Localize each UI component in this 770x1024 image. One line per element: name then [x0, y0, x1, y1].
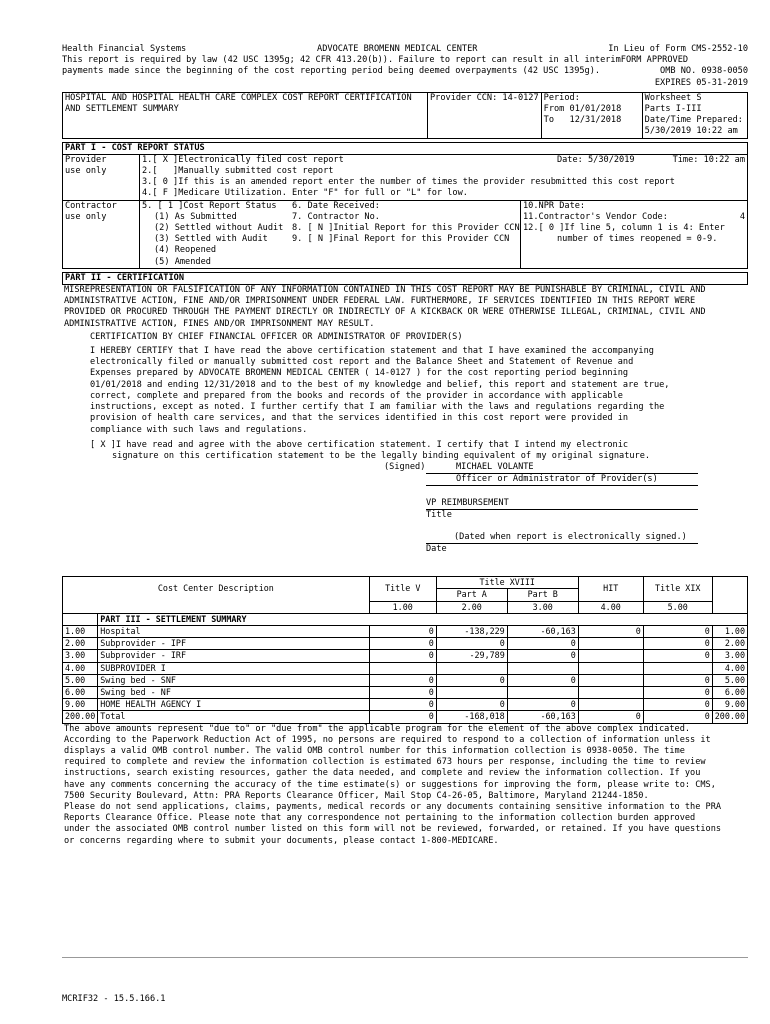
- status-utilization: 4.[ F ]Medicare Utilization. Enter "F" for full or "L" for low.: [142, 188, 468, 199]
- notice-line-1: The above amounts represent "due to" or "due from" the applicable program for the element of the above complex indicated.: [64, 723, 691, 734]
- row-value: 0: [643, 699, 712, 711]
- vendor-code: 11.Contractor's Vendor Code:: [523, 211, 668, 222]
- final-report: 9. [ N ]Final Report for this Provider CCN: [292, 234, 510, 245]
- row-value: 0: [643, 625, 712, 637]
- status-manual: 2.[ ]Manually submitted cost report: [142, 166, 334, 177]
- status-option-3: (3) Settled with Audit: [154, 234, 268, 245]
- notice-line-11: or concerns regarding where to submit your documents, please contact 1-800-MEDICARE.: [64, 835, 499, 846]
- status-amended: 3.[ 0 ]If this is an amended report enter the number of times the provider resubmitted this cost report: [142, 177, 675, 188]
- cert-line-8: compliance with such laws and regulations.: [90, 424, 308, 435]
- colnum-4: 4.00: [578, 601, 643, 613]
- contractor-label-1: Contractor: [65, 200, 117, 211]
- cert-line-6: instructions, except as noted. I further certify that I am familiar with the laws and regulations regarding the: [90, 402, 665, 413]
- row-number: 5.00: [63, 674, 98, 686]
- expiration: EXPIRES 05-31-2019: [654, 77, 748, 88]
- cost-report-page: [62, 44, 748, 847]
- row-value: 0: [436, 674, 507, 686]
- row-description: Hospital: [98, 625, 369, 637]
- legal-notice-2: payments made since the beginning of the cost reporting period being deemed overpayments (42 USC 1395g).: [62, 66, 601, 77]
- row-value: [507, 686, 578, 698]
- row-value: [578, 686, 643, 698]
- cert-line-2: electronically filed or manually submitted cost report and the Balance Sheet and Statement of Revenue and: [90, 357, 634, 368]
- table-row: [63, 638, 748, 650]
- row-value: [578, 699, 643, 711]
- row-description: Subprovider - IRF: [98, 650, 369, 662]
- legal-notice-1: This report is required by law (42 USC 1395g; 42 CFR 413.20(b)). Failure to report can result in all interim: [62, 55, 621, 66]
- signed-label: (Signed): [384, 462, 426, 473]
- cert-line-4: 01/01/2018 and ending 12/31/2018 and to the best of my knowledge and belief, this report and statement are true,: [90, 379, 670, 390]
- row-value: 0: [436, 638, 507, 650]
- form-number: In Lieu of Form CMS-2552-10: [608, 44, 748, 54]
- row-value: [369, 662, 436, 674]
- cert-line-7: provision of health care services, and that the services identified in this cost report were provided in: [90, 413, 629, 424]
- report-title-2: AND SETTLEMENT SUMMARY: [65, 104, 179, 115]
- status-option-2: (2) Settled without Audit: [154, 223, 284, 234]
- row-value: 0: [643, 711, 712, 723]
- row-value: 0: [643, 650, 712, 662]
- row-end-number: 4.00: [712, 662, 747, 674]
- row-value: 0: [578, 711, 643, 723]
- notice-line-2: According to the Paperwork Reduction Act of 1995, no persons are required to respond to a collection of information unless it: [64, 734, 711, 745]
- row-value: 0: [369, 625, 436, 637]
- date-label: Date: [426, 544, 447, 555]
- row-description: SUBPROVIDER I: [98, 662, 369, 674]
- notice-line-7: 7500 Security Boulevard, Attn: PRA Reports Clearance Officer, Mail Stop C4-26-05, Baltimore, Maryland 21244-1850.: [64, 790, 649, 801]
- part2-title: PART II - CERTIFICATION: [62, 272, 748, 284]
- row-value: 0: [369, 699, 436, 711]
- row-value: 0: [369, 638, 436, 650]
- system-name: Health Financial Systems: [62, 44, 187, 54]
- title-value: VP REIMBURSEMENT: [426, 498, 509, 509]
- row-number: 2.00: [63, 638, 98, 650]
- row-number: 4.00: [63, 662, 98, 674]
- dated-note: (Dated when report is electronically signed.): [454, 532, 687, 543]
- reopened-entry-2: number of times reopened = 0-9.: [557, 234, 718, 245]
- header-line-4: [62, 78, 748, 89]
- agree-checkbox-line: [ X ]I have read and agree with the above certification statement. I certify that I intend my electronic: [90, 439, 629, 450]
- colnum-blank: [63, 601, 370, 613]
- row-value: 0: [643, 674, 712, 686]
- provider-status-cell: [140, 154, 748, 200]
- warning-line-3: PROVIDED OR PROCURED THROUGH THE PAYMENT DIRECTLY OR INDIRECTLY OF A KICKBACK OR WERE OTHERWISE ILLEGAL, CRIMINAL, CIVIL AND: [64, 307, 706, 318]
- notice-line-8: Please do not send applications, claims, payments, medical records or any documents containing sensitive information to the PRA: [64, 801, 722, 812]
- title-line: [426, 509, 698, 510]
- officer-line: [426, 485, 698, 486]
- colnum-5: 5.00: [643, 601, 712, 613]
- col-end-blank: [712, 577, 747, 614]
- form-approved: FORM APPROVED: [620, 55, 689, 66]
- table-row: [63, 674, 748, 686]
- certification-heading: CERTIFICATION BY CHIEF FINANCIAL OFFICER OR ADMINISTRATOR OF PROVIDER(S): [90, 331, 463, 342]
- report-title-cell: [63, 92, 428, 138]
- row-number: 200.00: [63, 711, 98, 723]
- row-value: -60,163: [507, 711, 578, 723]
- row-value: 0: [507, 699, 578, 711]
- colnum-3: 3.00: [507, 601, 578, 613]
- col-desc-header: Cost Center Description: [63, 577, 370, 601]
- header-line-3: [62, 66, 748, 77]
- status-option-5: (5) Amended: [154, 256, 211, 267]
- row-end-number: 9.00: [712, 699, 747, 711]
- row-end-number: 1.00: [712, 625, 747, 637]
- row-value: [507, 662, 578, 674]
- contractor-no: 7. Contractor No.: [292, 211, 380, 222]
- row-value: 0: [578, 625, 643, 637]
- date-received: 6. Date Received:: [292, 200, 380, 211]
- initial-report: 8. [ N ]Initial Report for this Provider CCN: [292, 223, 520, 234]
- row-value: 0: [643, 686, 712, 698]
- row-value: [578, 662, 643, 674]
- period-cell: [541, 92, 642, 138]
- row-value: 0: [436, 699, 507, 711]
- notice-line-3: displays a valid OMB control number. The valid OMB control number for this information collection is 0938-0050. The time: [64, 745, 685, 756]
- row-end-number: 2.00: [712, 638, 747, 650]
- vendor-code-value: 4: [739, 211, 745, 222]
- status-electronic: 1.[ X ]Electronically filed cost report: [142, 154, 344, 165]
- signer-name: MICHAEL VOLANTE: [456, 462, 534, 473]
- contractor-use-label: [63, 200, 140, 268]
- row-value: [436, 662, 507, 674]
- row-description: Total: [98, 711, 369, 723]
- agree-line-2: signature on this certification statement to be the legally binding equivalent of my original signature.: [112, 450, 651, 461]
- col-hit: HIT: [578, 577, 643, 601]
- col-title-xix: Title XIX: [643, 577, 712, 601]
- row-end-number: 3.00: [712, 650, 747, 662]
- col-title-v: Title V: [369, 577, 436, 601]
- footer-divider: [62, 957, 748, 958]
- colnum-1: 1.00: [369, 601, 436, 613]
- row-description: HOME HEALTH AGENCY I: [98, 699, 369, 711]
- cost-report-status: 5. [ 1 ]Cost Report Status: [142, 200, 277, 211]
- footer-version: MCRIF32 - 15.5.166.1: [62, 994, 166, 1004]
- paperwork-notice: [62, 724, 748, 847]
- warning-line-1: MISREPRESENTATION OR FALSIFICATION OF ANY INFORMATION CONTAINED IN THIS COST REPORT MAY BE PUNISHABLE BY CRIMINAL, CIVIL AND: [64, 285, 706, 296]
- provider-label-2: use only: [65, 166, 107, 177]
- table-row: [63, 686, 748, 698]
- row-value: 0: [369, 711, 436, 723]
- status-option-4: (4) Reopened: [154, 245, 217, 256]
- status-time: Time: 10:22 am: [672, 154, 745, 165]
- row-number: 9.00: [63, 699, 98, 711]
- report-title-1: HOSPITAL AND HOSPITAL HEALTH CARE COMPLEX COST REPORT CERTIFICATION: [65, 92, 412, 103]
- cert-line-1: I HEREBY CERTIFY that I have read the above certification statement and that I have examined the accompanying: [90, 346, 654, 357]
- npr-date: 10.NPR Date:: [523, 200, 586, 211]
- report-info-table: [62, 92, 748, 139]
- settlement-table: [62, 576, 748, 723]
- row-value: [436, 686, 507, 698]
- row-end-number: 5.00: [712, 674, 747, 686]
- table-row: [63, 625, 748, 637]
- provider-label-1: Provider: [65, 154, 107, 165]
- table-row: [63, 662, 748, 674]
- warning-line-4: ADMINISTRATIVE ACTION, FINES AND/OR IMPRISONMENT MAY RESULT.: [64, 318, 375, 329]
- row-value: [643, 662, 712, 674]
- period-to: To 12/31/2018: [543, 115, 622, 126]
- row-end-number: 6.00: [712, 686, 747, 698]
- certification-paragraph: [62, 346, 748, 436]
- table-row: [63, 711, 748, 723]
- row-description: Swing bed - SNF: [98, 674, 369, 686]
- row-end-number: 200.00: [712, 711, 747, 723]
- notice-line-9: Reports Clearance Office. Please note that any correspondence not pertaining to the information collection burden approved: [64, 813, 696, 824]
- row-value: 0: [369, 674, 436, 686]
- row-number: 6.00: [63, 686, 98, 698]
- period-label: Period:: [543, 92, 580, 103]
- table-row: [63, 650, 748, 662]
- row-value: 0: [507, 674, 578, 686]
- part3-blank: [63, 613, 98, 625]
- omb-number: OMB NO. 0938-0050: [660, 66, 748, 77]
- row-value: -29,789: [436, 650, 507, 662]
- officer-label: Officer or Administrator of Provider(s): [456, 474, 658, 485]
- row-description: Swing bed - NF: [98, 686, 369, 698]
- worksheet-parts: Parts I-III: [644, 104, 702, 115]
- row-value: 0: [369, 686, 436, 698]
- provider-ccn: Provider CCN: 14-0127: [428, 92, 542, 138]
- worksheet-cell: [642, 92, 747, 138]
- row-number: 1.00: [63, 625, 98, 637]
- provider-use-label: [63, 154, 140, 200]
- col-title-xviii: Title XVIII: [436, 577, 578, 589]
- header-line-2: [62, 55, 748, 66]
- status-date: Date: 5/30/2019: [556, 154, 635, 165]
- title-label: Title: [426, 510, 452, 521]
- row-value: 0: [507, 650, 578, 662]
- notice-line-5: instructions, search existing resources, gather the data needed, and complete and review the information collection. If you: [64, 768, 701, 779]
- row-value: [578, 638, 643, 650]
- reopened-entry: 12.[ 0 ]If line 5, column 1 is 4: Enter: [523, 223, 725, 234]
- contractor-status-cell: [140, 200, 521, 268]
- contractor-label-2: use only: [65, 211, 107, 222]
- row-value: -60,163: [507, 625, 578, 637]
- notice-line-6: have any comments concerning the accuracy of the time estimate(s) or suggestions for improving the form, please write to: CMS,: [64, 779, 716, 790]
- row-value: [578, 650, 643, 662]
- table-row: [63, 699, 748, 711]
- status-option-1: (1) As Submitted: [154, 211, 237, 222]
- col-part-a: Part A: [436, 589, 507, 601]
- row-value: [578, 674, 643, 686]
- cert-line-3: Expenses prepared by ADVOCATE BROMENN MEDICAL CENTER ( 14-0127 ) for the cost reporting period beginning: [90, 368, 629, 379]
- warning-text: [62, 284, 748, 330]
- header-line-1: [62, 44, 748, 55]
- date-prepared-label: Date/Time Prepared:: [644, 115, 743, 126]
- date-line: [426, 543, 698, 544]
- part1-title: PART I - COST REPORT STATUS: [62, 142, 748, 154]
- warning-line-2: ADMINISTRATIVE ACTION, FINE AND/OR IMPRISONMENT UNDER FEDERAL LAW. FURTHERMORE, IF SERVICES IDENTIFIED IN THIS REPORT WERE: [64, 296, 696, 307]
- date-prepared: 5/30/2019 10:22 am: [644, 126, 738, 137]
- signature-block: [62, 462, 748, 555]
- row-number: 3.00: [63, 650, 98, 662]
- row-value: -168,018: [436, 711, 507, 723]
- period-from: From 01/01/2018: [543, 104, 622, 115]
- part3-title: PART III - SETTLEMENT SUMMARY: [98, 613, 748, 625]
- row-value: 0: [369, 650, 436, 662]
- part1-table: [62, 154, 748, 269]
- colnum-2: 2.00: [436, 601, 507, 613]
- notice-line-4: required to complete and review the information collection is estimated 673 hours per response, including the time to review: [64, 757, 706, 768]
- worksheet-label: Worksheet S: [644, 92, 702, 103]
- col-part-b: Part B: [507, 589, 578, 601]
- row-value: -138,229: [436, 625, 507, 637]
- notice-line-10: under the associated OMB control number listed on this form will not be reviewed, forwarded, or retained. If you have questions: [64, 824, 722, 835]
- row-value: 0: [507, 638, 578, 650]
- row-description: Subprovider - IPF: [98, 638, 369, 650]
- contractor-npr-cell: [521, 200, 748, 268]
- hospital-name: ADVOCATE BROMENN MEDICAL CENTER: [317, 44, 478, 54]
- row-value: 0: [643, 638, 712, 650]
- cert-line-5: correct, complete and prepared from the books and records of the provider in accordance with applicable: [90, 390, 623, 401]
